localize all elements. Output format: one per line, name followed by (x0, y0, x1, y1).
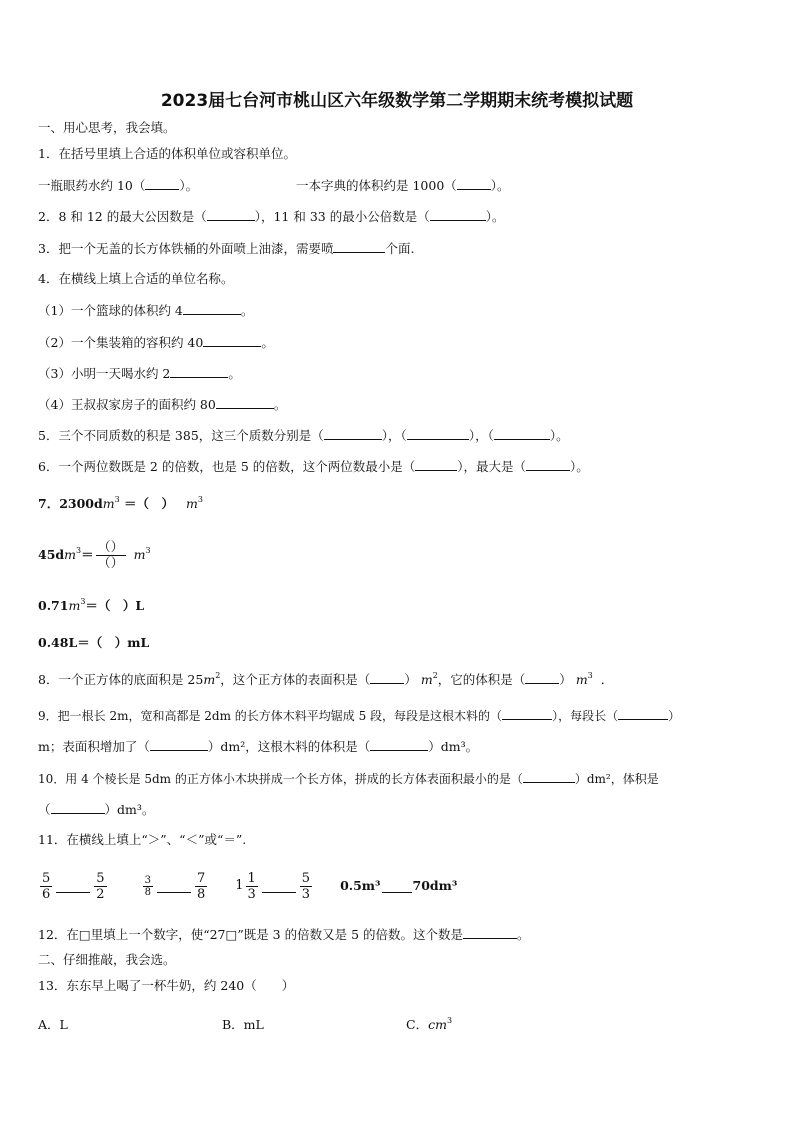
question-1-part-a (38, 177, 198, 194)
question-4-item-4 (38, 396, 286, 413)
q7a-result-m: m (186, 496, 198, 511)
q4-item-2-text: （2）一个集装箱的容积约 40 (38, 335, 204, 350)
q8-surface-unit-m: m (420, 672, 433, 687)
question-9-line-2 (38, 738, 478, 755)
question-4-item-2 (38, 334, 274, 351)
q4-item-3-end: 。 (228, 366, 241, 381)
q4-item-3-text: （3）小明一天喝水约 2 (38, 366, 171, 381)
q13-option-b[interactable]: B．mL (222, 1017, 264, 1032)
q8-text-5: ） (559, 672, 572, 687)
q11-blank-3[interactable] (262, 880, 296, 893)
q1b-close: ）。 (490, 178, 510, 193)
q8-text-2: ，这个正方体的表面积是（ (220, 672, 371, 687)
question-1-part-b (296, 177, 510, 194)
q13-option-c-unit: cm (428, 1017, 447, 1032)
q13-option-c-label: C． (406, 1017, 429, 1032)
q8-text-1: 8．一个正方体的底面积是 25 (38, 672, 204, 687)
q4-item-4-blank[interactable] (216, 396, 274, 409)
q9-text-5: ）dm²，这根木料的体积是（ (207, 739, 371, 754)
q7c-unit-exp: 3 (80, 597, 86, 606)
q9-text-2: ），每段长（ (552, 709, 619, 723)
q6-text-1: 6．一个两位数既是 2 的倍数，也是 5 的倍数，这个两位数最小是（ (38, 459, 416, 474)
question-9-line-1 (38, 707, 680, 724)
q8-text-4: ，它的体积是（ (437, 672, 526, 687)
q9-blank-4[interactable] (370, 738, 428, 751)
question-12 (38, 926, 530, 943)
q4-item-2-blank[interactable] (203, 334, 261, 347)
q5-text-1: 5．三个不同质数的积是 385，这三个质数分别是（ (38, 428, 324, 443)
q1b-text: 一本字典的体积约是 1000（ (296, 178, 457, 193)
question-10-line-1 (38, 770, 659, 787)
q4-item-4-end: 。 (273, 397, 287, 412)
q7c-unit-m: m (68, 598, 81, 613)
q3-text-1: 3．把一个无盖的长方体铁桶的外面喷上油漆，需要喷 (38, 241, 334, 256)
q12-blank[interactable] (463, 926, 517, 939)
q1a-close: ）。 (179, 178, 199, 193)
q7b-result-exp: 3 (145, 546, 151, 555)
question-11-stem: 11．在横线上填上“＞”、“＜”或“＝”. (38, 832, 247, 847)
q5-text-4: ）。 (549, 428, 569, 443)
q8-area-unit-exp: 2 (215, 671, 221, 680)
q1a-blank[interactable] (145, 177, 179, 190)
question-10-line-2 (38, 801, 154, 818)
q11-blank-2[interactable] (157, 880, 191, 893)
q9-blank-2[interactable] (618, 707, 668, 720)
q2-text-1: 2．8 和 12 的最大公因数是（ (38, 209, 207, 224)
q4-item-1-end: 。 (240, 303, 254, 318)
q7a-eq: ＝（ ） (119, 496, 175, 511)
question-8 (38, 671, 613, 688)
question-7-part-d: 0.48L＝（ ）mL (38, 635, 150, 650)
q11-frac-3-8: $\frac{3}{8}$ (144, 874, 151, 898)
q8-text-6: ． (600, 672, 614, 687)
question-7-part-c (38, 598, 144, 614)
q2-text-2: ），11 和 33 的最小公倍数是（ (254, 209, 430, 224)
q6-blank-2[interactable] (526, 458, 570, 471)
question-4-item-3 (38, 365, 241, 382)
q11-frac-1-3: $\frac{1}{3}$ (247, 870, 256, 902)
question-5 (38, 427, 569, 444)
q11-frac-5-3: $\frac{5}{3}$ (301, 870, 311, 902)
q7b-result-m: m (133, 547, 146, 562)
q11-frac-7-8: $\frac{7}{8}$ (196, 870, 206, 902)
q7b-num-open: （ (97, 540, 111, 555)
q10-blank-1[interactable] (523, 770, 575, 783)
question-13-stem: 13．东东早上喝了一杯牛奶，约 240（ ） (38, 978, 295, 993)
q11-volume-b: 70dm³ (412, 878, 458, 893)
q10-text-1: 10．用 4 个棱长是 5dm 的正方体小木块拼成一个长方体，拼成的长方体表面积最小的是（ (38, 772, 523, 786)
q7a-unit-m: m (102, 496, 115, 511)
q7b-num-close: ） (110, 540, 124, 555)
q8-blank-2[interactable] (525, 671, 559, 684)
q11-frac-5-2: $\frac{5}{2}$ (96, 870, 105, 902)
q1a-text: 一瓶眼药水约 10（ (38, 178, 146, 193)
q7b-text: 45d (38, 547, 65, 562)
question-7-part-a (38, 496, 203, 512)
q5-blank-1[interactable] (324, 427, 382, 440)
q6-text-2: ），最大是（ (457, 459, 527, 474)
q9-text-4: m；表面积增加了（ (38, 739, 150, 754)
q9-blank-1[interactable] (502, 707, 552, 720)
question-6 (38, 458, 589, 475)
q9-text-6: ）dm³。 (428, 739, 479, 754)
q8-blank-1[interactable] (370, 671, 404, 684)
q2-blank-1[interactable] (207, 208, 255, 221)
section-1-heading: 一、用心思考，我会填。 (38, 120, 176, 135)
q9-blank-3[interactable] (150, 738, 208, 751)
q4-item-1-blank[interactable] (183, 302, 241, 315)
q12-text-1: 12．在□里填上一个数字，使“27□”既是 3 的倍数又是 5 的倍数。这个数是 (38, 927, 464, 942)
q7b-fraction-blank[interactable] (96, 540, 126, 571)
q7b-unit-m: m (64, 547, 76, 562)
q7c-eq: ＝（ ）L (85, 598, 145, 613)
question-2 (38, 208, 504, 225)
q10-text-4: ）dm³。 (104, 802, 155, 817)
q7b-unit-exp: 3 (76, 546, 82, 555)
question-4-item-1 (38, 302, 253, 319)
q4-item-3-blank[interactable] (170, 365, 228, 378)
q2-blank-2[interactable] (430, 208, 486, 221)
q3-text-2: 个面. (385, 241, 415, 256)
q7c-text: 0.71 (38, 598, 69, 613)
q11-frac-5-6: $\frac{5}{6}$ (42, 870, 51, 902)
q3-blank[interactable] (333, 240, 385, 253)
q5-blank-3[interactable] (494, 427, 550, 440)
q10-text-3: （ (38, 802, 51, 817)
q11-blank-1[interactable] (56, 880, 90, 893)
q4-item-2-end: 。 (261, 335, 274, 350)
q8-volume-unit-m: m (575, 672, 588, 687)
question-4-stem: 4．在横线上填上合适的单位名称。 (38, 271, 234, 286)
q7a-result-exp: 3 (197, 495, 203, 504)
q9-text-1: 9．把一根长 2m，宽和高都是 2dm 的长方体木料平均锯成 5 段，每段是这根木料的（ (38, 709, 503, 723)
q5-blank-2[interactable] (407, 427, 469, 440)
q13-option-a[interactable]: A．L (38, 1017, 68, 1032)
q4-item-4-text: （4）王叔叔家房子的面积约 80 (38, 397, 216, 412)
q10-blank-2[interactable] (51, 801, 105, 814)
q8-text-3: ） (404, 672, 417, 687)
q7b-den-close: ） (110, 556, 124, 571)
q5-text-3: ），（ (468, 428, 494, 443)
q7b-eq: ＝ (81, 547, 94, 562)
q13-option-c-exp: 3 (446, 1016, 453, 1025)
question-11-comparisons (38, 868, 457, 904)
q12-text-2: 。 (517, 927, 530, 942)
section-2-heading: 二、仔细推敲，我会选。 (38, 952, 176, 967)
q9-text-3: ） (668, 709, 681, 723)
q13-option-c[interactable] (406, 1015, 452, 1033)
q5-text-2: ），（ (381, 428, 407, 443)
question-1-stem: 1．在括号里填上合适的体积单位或容积单位。 (38, 146, 296, 161)
q2-text-3: ）。 (485, 209, 505, 224)
q8-volume-unit-exp: 3 (587, 671, 593, 680)
q4-item-1-text: （1）一个篮球的体积约 4 (38, 303, 183, 318)
q1b-blank[interactable] (457, 177, 491, 190)
question-7-part-b (38, 540, 151, 571)
question-3 (38, 240, 414, 257)
q7a-text: 7．2300d (38, 496, 103, 511)
q11-volume-a: 0.5m³ (340, 878, 381, 893)
q7b-den-open: （ (97, 556, 111, 571)
q6-text-3: ）。 (570, 459, 589, 474)
page-title: 2023届七台河市桃山区六年级数学第二学期期末统考模拟试题 (160, 91, 634, 111)
q8-surface-unit-exp: 2 (432, 671, 438, 680)
q10-text-2: ）dm²，体积是 (574, 772, 659, 786)
q6-blank-1[interactable] (415, 458, 457, 471)
q11-blank-4[interactable] (382, 880, 412, 893)
q7a-unit-exp: 3 (114, 495, 120, 504)
q11-mixed-whole: 1 (235, 878, 244, 893)
q8-area-unit-m: m (203, 672, 216, 687)
